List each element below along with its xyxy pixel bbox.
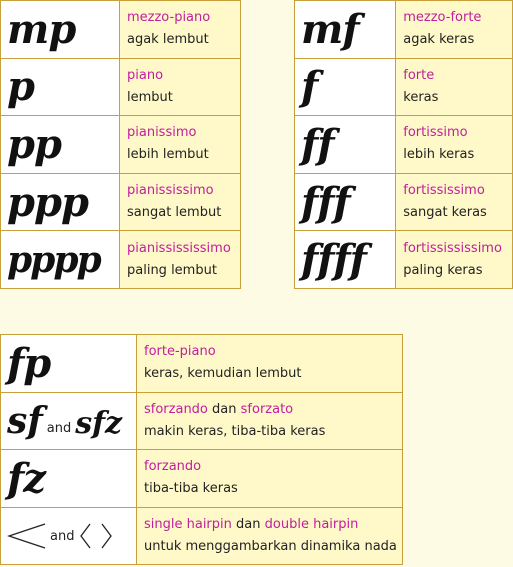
dynamic-meaning: agak lembut [127, 32, 209, 48]
table-row [295, 116, 513, 174]
dynamic-meaning: lebih lembut [127, 147, 209, 163]
double-hairpin-icon [77, 521, 115, 551]
dynamic-term-2: sforzato [240, 401, 294, 417]
dynamic-term: mezzo-piano [127, 10, 211, 26]
single-hairpin-icon [7, 521, 47, 551]
dynamic-term: sforzando [144, 401, 208, 417]
forte-dynamics-table [294, 0, 513, 289]
dynamic-symbol: ff [295, 116, 396, 174]
dynamic-term: pianissississimo [127, 240, 231, 256]
dynamic-meaning: makin keras, tiba-tiba keras [144, 423, 326, 439]
dynamic-term-2: double hairpin [264, 517, 359, 533]
table-row [1, 335, 403, 393]
dynamic-meaning: paling keras [403, 262, 483, 278]
dynamic-symbol-pair [1, 392, 137, 450]
dynamic-symbol: mf [295, 1, 396, 59]
dynamic-term: fortissississimo [403, 240, 502, 256]
hairpin-symbol-pair [1, 507, 137, 565]
dynamic-meaning: sangat lembut [127, 205, 222, 221]
table-row [1, 392, 403, 450]
dynamic-term: piano [127, 67, 164, 83]
table-row [1, 58, 241, 116]
dynamic-meaning: lebih keras [403, 147, 475, 163]
dynamic-term: fortissimo [403, 125, 468, 141]
dynamic-symbol: ffff [295, 231, 396, 289]
table-row [1, 1, 241, 59]
table-row [295, 173, 513, 231]
dynamic-term: forzando [144, 459, 202, 475]
dynamic-symbol: f [295, 58, 396, 116]
dynamic-term: fortississimo [403, 183, 485, 199]
table-row [1, 116, 241, 174]
dynamic-term: single hairpin [144, 517, 232, 533]
dynamic-term: forte-piano [144, 344, 216, 360]
dynamic-term: forte [403, 67, 435, 83]
table-row [1, 450, 403, 508]
sf-symbol: sf [7, 399, 43, 442]
table-row [295, 1, 513, 59]
dynamic-term: pianississimo [127, 183, 214, 199]
table-row [295, 231, 513, 289]
dynamic-meaning: sangat keras [403, 205, 487, 221]
dan-label: dan [236, 517, 261, 533]
piano-dynamics-table [0, 0, 241, 289]
dynamic-term: pianissimo [127, 125, 197, 141]
table-row [295, 58, 513, 116]
dan-label: dan [212, 401, 237, 417]
dynamic-symbol: pppp [1, 231, 120, 289]
dynamic-meaning: keras, kemudian lembut [144, 366, 302, 382]
dynamic-symbol: fff [295, 173, 396, 231]
accent-dynamics-table [0, 334, 403, 565]
dynamic-symbol: pp [1, 116, 120, 174]
and-label: and [50, 528, 75, 544]
dynamic-symbol: p [1, 58, 120, 116]
dynamic-meaning: tiba-tiba keras [144, 481, 238, 497]
dynamic-term: mezzo-forte [403, 10, 482, 26]
dynamic-symbol: mp [1, 1, 120, 59]
sfz-symbol: sfz [75, 405, 123, 441]
table-row [1, 231, 241, 289]
dynamic-symbol: fp [1, 335, 137, 393]
dynamic-symbol: ppp [1, 173, 120, 231]
dynamic-meaning: untuk menggambarkan dinamika nada [144, 539, 397, 555]
dynamic-symbol: fz [1, 450, 137, 508]
table-row [1, 507, 403, 565]
table-row [1, 173, 241, 231]
dynamic-meaning: paling lembut [127, 262, 217, 278]
dynamic-meaning: lembut [127, 89, 173, 105]
and-label: and [46, 420, 72, 436]
dynamic-meaning: keras [403, 89, 439, 105]
dynamic-meaning: agak keras [403, 32, 475, 48]
